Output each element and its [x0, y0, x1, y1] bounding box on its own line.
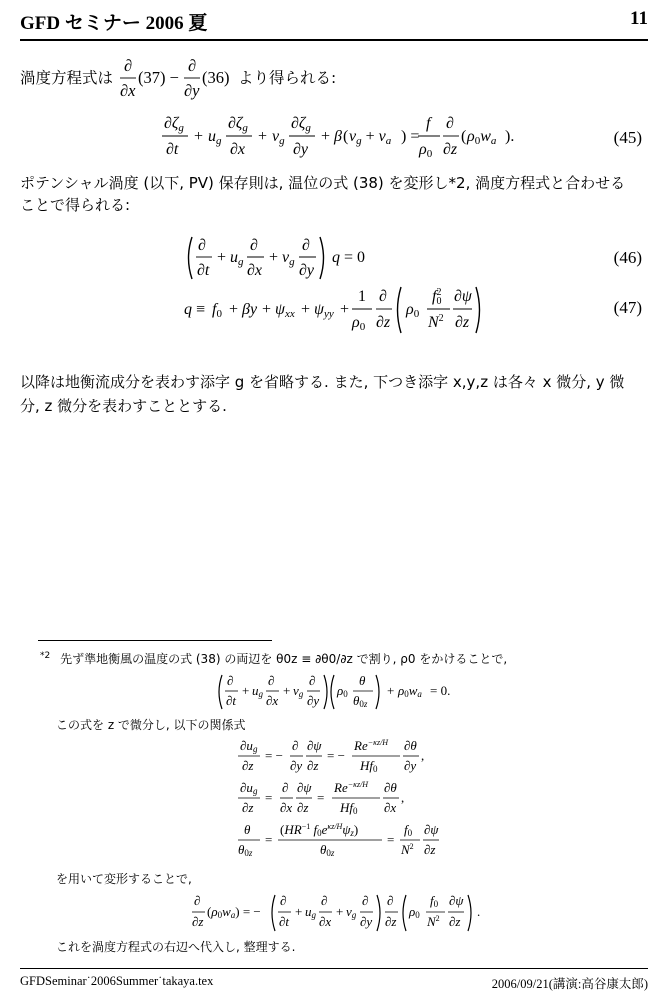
svg-text:(: (	[461, 128, 467, 145]
svg-text:f0: f0	[430, 893, 439, 909]
svg-text:= 0.: = 0.	[430, 683, 451, 698]
svg-text:∂x: ∂x	[319, 914, 332, 929]
svg-text:f0: f0	[212, 301, 222, 320]
svg-text:vg: vg	[346, 904, 357, 920]
svg-text:+: +	[336, 904, 344, 919]
svg-text:=: =	[265, 832, 273, 847]
svg-text:∂z: ∂z	[376, 314, 391, 331]
svg-text:より得られる:: より得られる:	[238, 69, 337, 87]
svg-text:N2: $N^2$	[428, 313, 444, 331]
svg-text:ψyy: ψyy	[314, 301, 334, 320]
svg-text:ρ0wa: ρ0wa	[398, 683, 422, 699]
svg-text:= −: = −	[265, 748, 283, 763]
footnote-marker: *2	[40, 651, 51, 661]
svg-text:f: f	[426, 115, 431, 132]
svg-text:∂θ: ∂θ	[384, 780, 397, 795]
svg-text:θ: θ	[244, 822, 251, 837]
svg-text:∂x: ∂x	[280, 800, 293, 815]
header-rule	[20, 39, 648, 41]
svg-text:∂x: ∂x	[230, 141, 246, 158]
svg-text:∂x: ∂x	[384, 800, 397, 815]
svg-text:∂x: ∂x	[247, 262, 263, 279]
svg-text:q: q	[332, 249, 340, 266]
equation-number-46: (46)	[613, 248, 642, 267]
footnote-rule	[38, 640, 272, 641]
svg-text:ρ0: ρ0	[406, 301, 420, 320]
paragraph-subscript-line2: 分, z 微分を表わすこととする.	[20, 397, 227, 415]
svg-text:θ0z: θ0z	[320, 842, 335, 858]
svg-text:∂ψ: ∂ψ	[297, 780, 312, 795]
svg-text:∂: ∂	[198, 237, 206, 254]
svg-text:Re−κz/H: $Re^{-\kappa z/H}$	[354, 738, 389, 753]
svg-text:,: ,	[421, 748, 425, 763]
intro-line	[20, 58, 640, 104]
svg-text:βy: βy	[242, 301, 258, 318]
svg-text:∂: ∂	[302, 237, 310, 254]
svg-text:∂y: ∂y	[290, 758, 303, 773]
svg-text:∂ψ: ∂ψ	[307, 738, 322, 753]
svg-text:vg: vg	[293, 683, 304, 699]
svg-text:∂t: ∂t	[226, 693, 237, 708]
svg-text:∂y: ∂y	[184, 81, 200, 100]
footnote-first-line	[40, 650, 507, 667]
svg-text:) =: ) =	[401, 128, 420, 145]
svg-text:q: q	[184, 301, 192, 318]
svg-text:∂z: ∂z	[385, 914, 397, 929]
svg-text:∂ψ: ∂ψ	[449, 893, 464, 908]
svg-text:β: β	[334, 128, 342, 145]
svg-text:=: =	[387, 832, 395, 847]
paragraph-subscript	[20, 370, 624, 418]
equation-46	[184, 234, 404, 282]
svg-text:∂: ∂	[387, 893, 394, 908]
svg-text:(ρ0wa) = −: (ρ0wa) = −	[207, 904, 261, 920]
svg-text:∂z: ∂z	[242, 758, 254, 773]
svg-text:∂t: ∂t	[197, 262, 210, 279]
svg-text:∂z: ∂z	[192, 914, 204, 929]
svg-text:(HR−1 f0eκz/Hψz): ($HR^{-1}$ $f0e^{\kappa z/H}\psi z$)	[280, 822, 359, 838]
svg-text:≡: ≡	[196, 301, 206, 318]
svg-text:+: +	[283, 683, 291, 698]
svg-text:+: +	[229, 301, 239, 318]
svg-text:∂: ∂	[250, 237, 258, 254]
footnote-line2: この式を z で微分し, 以下の関係式	[56, 718, 246, 732]
footnote-equation-1	[216, 672, 456, 712]
footnote-line3: を用いて変形することで,	[56, 872, 192, 886]
svg-text:N2: $N^2$	[427, 914, 440, 929]
svg-text:∂t: ∂t	[166, 141, 179, 158]
svg-text:= −: = −	[327, 748, 345, 763]
svg-text:1: 1	[358, 288, 366, 305]
svg-text:∂: ∂	[292, 738, 299, 753]
svg-text:∂: ∂	[227, 673, 234, 688]
svg-text:∂t: ∂t	[279, 914, 290, 929]
svg-text:ρ0: ρ0	[409, 904, 420, 920]
svg-text:.: .	[477, 904, 481, 919]
svg-text:Hf0: Hf0	[340, 800, 358, 816]
svg-text:).: ).	[505, 128, 515, 145]
paragraph-pv	[20, 172, 625, 216]
svg-text:∂: ∂	[124, 58, 133, 75]
footnote-equation-2	[190, 892, 490, 934]
svg-text:+: +	[194, 128, 204, 145]
svg-text:ug: ug	[208, 128, 222, 147]
svg-text:∂y: ∂y	[307, 693, 320, 708]
svg-text:∂: ∂	[446, 115, 454, 132]
svg-text:+: +	[269, 249, 279, 266]
equation-47	[182, 284, 502, 336]
footnote-relations	[236, 738, 456, 864]
svg-text:Hf0: Hf0	[360, 758, 378, 774]
svg-text:(36): (36)	[202, 68, 230, 87]
svg-text:渦度方程式は: 渦度方程式は	[20, 69, 114, 87]
svg-text:= 0: = 0	[344, 249, 366, 266]
svg-text:ρ0: ρ0	[419, 141, 433, 160]
svg-text:+: +	[321, 128, 331, 145]
svg-text:ρ0wa: ρ0wa	[467, 128, 497, 147]
svg-text:ρ0: ρ0	[352, 314, 366, 333]
svg-text:∂ζg: ∂ζg	[228, 115, 248, 134]
svg-text:∂: ∂	[379, 288, 387, 305]
svg-text:∂ζg: ∂ζg	[291, 115, 311, 134]
running-header-title: GFD セミナー 2006 夏	[20, 13, 208, 34]
page-number: 11	[630, 8, 648, 29]
svg-text:(: (	[343, 128, 349, 145]
equation-45	[150, 110, 530, 164]
svg-text:∂z: ∂z	[443, 141, 458, 158]
svg-text:vg + va: vg + va	[349, 128, 392, 147]
svg-text:∂y: ∂y	[293, 141, 309, 158]
svg-text:+: +	[301, 301, 311, 318]
svg-text:∂: ∂	[188, 58, 197, 75]
svg-text:∂x: ∂x	[266, 693, 279, 708]
svg-text:θ: θ	[359, 673, 366, 688]
footnote-line1: 先ず準地衡風の温度の式 (38) の両辺を θ0z ≡ ∂θ0/∂z で割り, ρ0 をかけることで,	[60, 652, 508, 666]
svg-text:vg: vg	[282, 249, 295, 268]
svg-text:∂: ∂	[362, 893, 369, 908]
svg-text:∂: ∂	[282, 780, 289, 795]
svg-text:+: +	[242, 683, 250, 698]
svg-text:=: =	[317, 790, 325, 805]
svg-text:∂y: ∂y	[299, 262, 315, 279]
svg-text:+: +	[387, 683, 395, 698]
svg-text:f20: $f^2$ 0	[432, 287, 442, 307]
svg-text:∂ψ: ∂ψ	[424, 822, 439, 837]
svg-text:∂: ∂	[321, 893, 328, 908]
paragraph-subscript-line1: 以降は地衡流成分を表わす添字 g を省略する. また, 下つき添字 x,y,z は各々 x 微分, y 微	[20, 373, 625, 391]
svg-text:θ0z: θ0z	[238, 842, 253, 858]
footer-date-speaker: 2006/09/21(講演:高谷康太郎)	[491, 977, 648, 991]
svg-text:∂: ∂	[280, 893, 287, 908]
svg-text:ug: ug	[305, 904, 316, 920]
svg-text:f0: f0	[404, 822, 413, 838]
svg-text:∂: ∂	[309, 673, 316, 688]
svg-text:∂: ∂	[268, 673, 275, 688]
svg-text:∂z: ∂z	[307, 758, 319, 773]
svg-text:∂x: ∂x	[120, 81, 136, 100]
equation-number-47: (47)	[613, 298, 642, 317]
svg-text:∂y: ∂y	[360, 914, 373, 929]
paragraph-pv-line2: ことで得られる:	[20, 196, 131, 214]
svg-text:∂: ∂	[194, 893, 201, 908]
svg-text:θ0z: θ0z	[353, 693, 368, 709]
footer-filename: GFDSeminar˙2006Summer˙takaya.tex	[20, 974, 214, 988]
svg-text:,: ,	[401, 790, 405, 805]
svg-text:N2: $N^2$	[401, 842, 414, 857]
svg-text:+: +	[262, 301, 272, 318]
svg-text:∂z: ∂z	[297, 800, 309, 815]
svg-text:∂z: ∂z	[449, 914, 461, 929]
svg-text:∂z: ∂z	[424, 842, 436, 857]
svg-text:∂ug: ∂ug	[240, 780, 258, 796]
footnote-line4: これを渦度方程式の右辺へ代入し, 整理する.	[56, 940, 296, 954]
svg-text:+: +	[295, 904, 303, 919]
svg-text:+: +	[217, 249, 227, 266]
svg-text:∂z: ∂z	[242, 800, 254, 815]
svg-text:+: +	[258, 128, 268, 145]
svg-text:ψxx: ψxx	[275, 301, 295, 320]
svg-text:Re−κz/H: $Re^{-\kappa z/H}$	[334, 780, 369, 795]
svg-text:∂ug: ∂ug	[240, 738, 258, 754]
svg-text:+: +	[340, 301, 350, 318]
svg-text:=: =	[265, 790, 273, 805]
footer-rule	[20, 968, 648, 969]
paragraph-pv-line1: ポテンシャル渦度 (以下, PV) 保存則は, 温位の式 (38) を変形し*2, 渦度方程式と合わせる	[20, 174, 626, 192]
equation-number-45: (45)	[613, 128, 642, 147]
intro-rendered	[20, 58, 640, 104]
svg-text:ρ0: ρ0	[337, 683, 348, 699]
svg-text:∂z: ∂z	[455, 314, 470, 331]
svg-text:(37) −: (37) −	[138, 68, 179, 87]
svg-text:ug: ug	[230, 249, 244, 268]
svg-text:∂ψ: ∂ψ	[454, 288, 472, 305]
svg-text:∂ζg: ∂ζg	[164, 115, 184, 134]
svg-text:∂θ: ∂θ	[404, 738, 417, 753]
svg-text:vg: vg	[272, 128, 285, 147]
svg-text:∂y: ∂y	[404, 758, 417, 773]
svg-text:ug: ug	[252, 683, 263, 699]
